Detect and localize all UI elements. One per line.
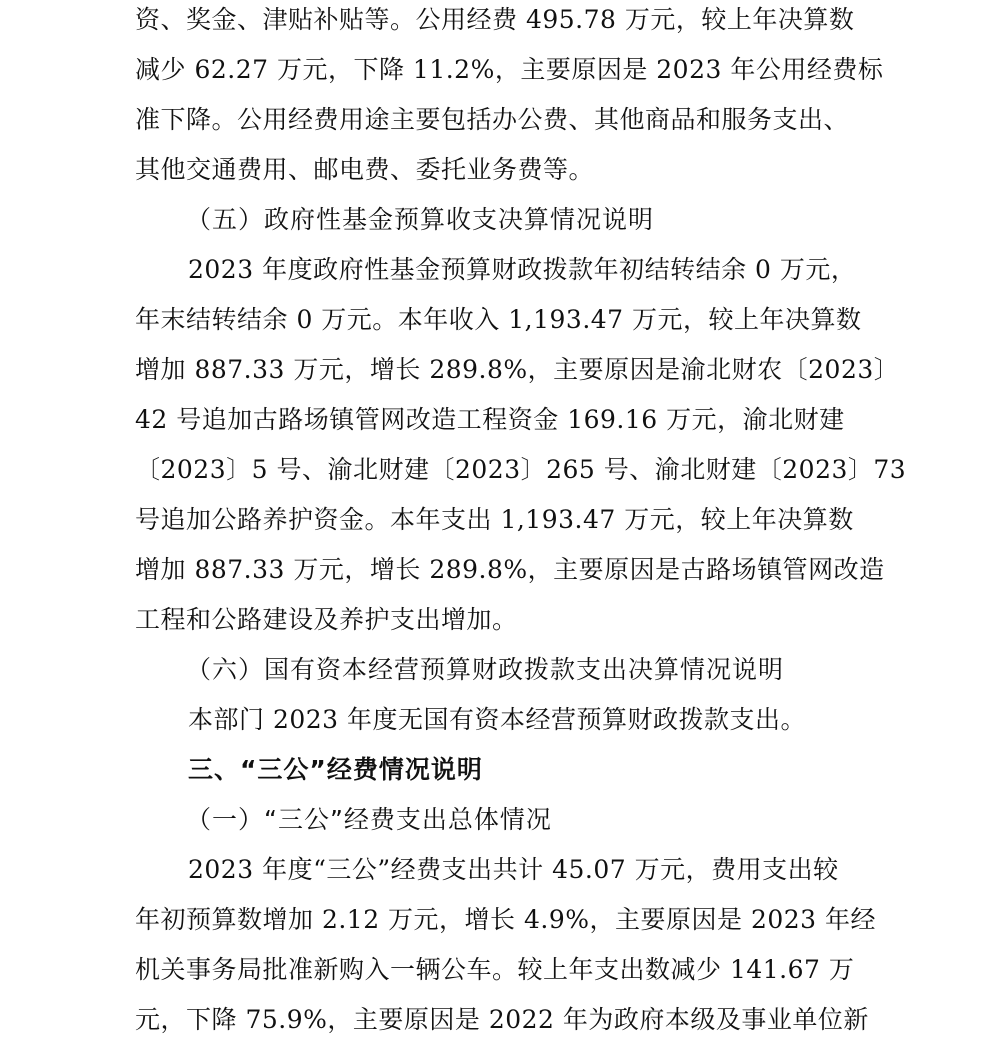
paragraph-line: 42 号追加古路场镇管网改造工程资金 169.16 万元，渝北财建 bbox=[135, 405, 845, 434]
paragraph-line: 年初预算数增加 2.12 万元，增长 4.9%，主要原因是 2023 年经 bbox=[135, 905, 877, 934]
paragraph-line: 2023 年度政府性基金预算财政拨款年初结转结余 0 万元， bbox=[188, 255, 857, 284]
paragraph-line: 减少 62.27 万元，下降 11.2%，主要原因是 2023 年公用经费标 bbox=[135, 55, 884, 84]
paragraph-line: 工程和公路建设及养护支出增加。 bbox=[135, 605, 518, 634]
paragraph-line: 增加 887.33 万元，增长 289.8%，主要原因是渝北财农〔2023〕 bbox=[135, 355, 900, 384]
paragraph-line: 元，下降 75.9%，主要原因是 2022 年为政府本级及事业单位新 bbox=[135, 1005, 869, 1034]
section-heading-5: （五）政府性基金预算收支决算情况说明 bbox=[186, 205, 655, 234]
paragraph-line: 准下降。公用经费用途主要包括办公费、其他商品和服务支出、 bbox=[135, 105, 850, 134]
chapter-heading-3: 三、“三公”经费情况说明 bbox=[188, 755, 483, 784]
section-heading-1: （一）“三公”经费支出总体情况 bbox=[186, 805, 552, 834]
paragraph-line: 2023 年度“三公”经费支出共计 45.07 万元，费用支出较 bbox=[188, 855, 839, 884]
paragraph-line: 机关事务局批准新购入一辆公车。较上年支出数减少 141.67 万 bbox=[135, 955, 855, 984]
paragraph-line: 〔2023〕5 号、渝北财建〔2023〕265 号、渝北财建〔2023〕73 bbox=[135, 455, 907, 484]
paragraph-line: 号追加公路养护资金。本年支出 1,193.47 万元，较上年决算数 bbox=[135, 505, 854, 534]
paragraph-line: 增加 887.33 万元，增长 289.8%，主要原因是古路场镇管网改造 bbox=[135, 555, 885, 584]
paragraph-line: 其他交通费用、邮电费、委托业务费等。 bbox=[135, 155, 595, 184]
section-heading-6: （六）国有资本经营预算财政拨款支出决算情况说明 bbox=[186, 655, 785, 684]
paragraph-line: 资、奖金、津贴补贴等。公用经费 495.78 万元，较上年决算数 bbox=[135, 5, 855, 34]
paragraph-line: 本部门 2023 年度无国有资本经营预算财政拨款支出。 bbox=[188, 705, 807, 734]
paragraph-line: 年末结转结余 0 万元。本年收入 1,193.47 万元，较上年决算数 bbox=[135, 305, 862, 334]
